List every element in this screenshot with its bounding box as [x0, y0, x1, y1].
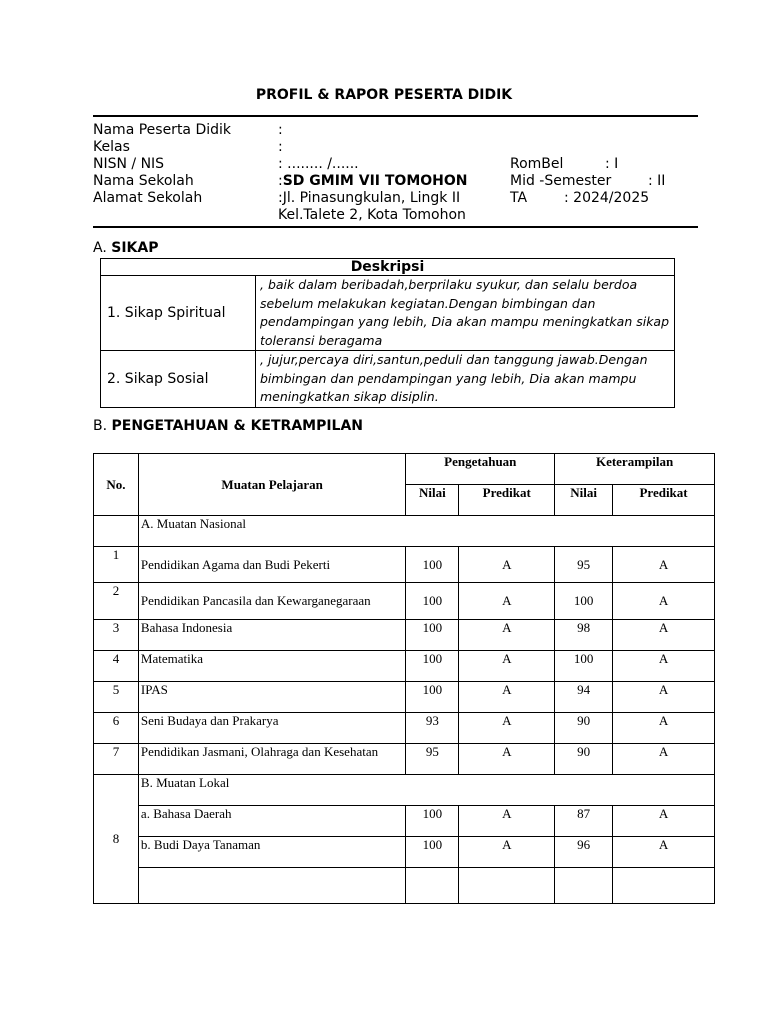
sikap-spiritual-desc: , baik dalam beribadah,berprilaku syukur, dan selalu berdoa sebelum melakukan kegiatan.Dengan bimbingan dan pendampingan yang lebih, Dia akan mampu meningkatkan sikap toleransi beragama	[256, 276, 675, 351]
p-predikat: A	[459, 583, 555, 620]
row-no: 4	[94, 651, 139, 682]
p-nilai: 100	[406, 651, 459, 682]
k-nilai: 96	[555, 837, 613, 868]
table-row	[94, 713, 715, 744]
table-row	[94, 775, 715, 806]
header-k-nilai: Nilai	[555, 485, 613, 516]
header-pengetahuan: Pengetahuan	[406, 454, 555, 485]
subject-name: b. Budi Daya Tanaman	[138, 837, 405, 868]
section-nilai-title: PENGETAHUAN & KETRAMPILAN	[111, 418, 364, 434]
row-no: 3	[94, 620, 139, 651]
header-p-predikat: Predikat	[459, 485, 555, 516]
p-nilai: 93	[406, 713, 459, 744]
p-predikat: A	[459, 744, 555, 775]
kelas-label: Kelas	[93, 139, 130, 155]
sekolah-name: SD GMIM VII TOMOHON	[282, 173, 468, 189]
sekolah-label: Nama Sekolah	[93, 173, 194, 189]
subject-name: IPAS	[138, 682, 405, 713]
subject-name: Pendidikan Pancasila dan Kewarganegaraan	[138, 583, 405, 620]
section-sikap-prefix: A.	[93, 240, 107, 256]
table-row	[94, 744, 715, 775]
k-predikat: A	[613, 651, 715, 682]
k-predikat: A	[613, 682, 715, 713]
k-nilai: 95	[555, 547, 613, 583]
sikap-sosial-label: 2. Sikap Sosial	[101, 351, 256, 408]
table-row	[94, 806, 715, 837]
semester-label: Mid -Semester	[510, 173, 612, 189]
p-predikat: A	[459, 651, 555, 682]
k-predikat: A	[613, 837, 715, 868]
top-divider	[93, 115, 698, 117]
group-muatan-nasional: A. Muatan Nasional	[138, 516, 714, 547]
k-predikat: A	[613, 547, 715, 583]
sekolah-prefix: :	[278, 173, 283, 189]
table-row	[94, 651, 715, 682]
table-row	[94, 583, 715, 620]
p-nilai: 95	[406, 744, 459, 775]
k-predikat: A	[613, 713, 715, 744]
row-no: 7	[94, 744, 139, 775]
k-nilai: 100	[555, 583, 613, 620]
group-muatan-lokal: B. Muatan Lokal	[138, 775, 714, 806]
section-nilai-heading	[93, 418, 363, 434]
p-nilai: 100	[406, 547, 459, 583]
k-nilai: 87	[555, 806, 613, 837]
k-nilai: 100	[555, 651, 613, 682]
sikap-spiritual-label: 1. Sikap Spiritual	[101, 276, 256, 351]
p-nilai: 100	[406, 837, 459, 868]
rombel-value: : I	[605, 156, 619, 172]
sekolah-value	[278, 173, 467, 190]
page-title: PROFIL & RAPOR PESERTA DIDIK	[255, 87, 513, 103]
header-p-nilai: Nilai	[406, 485, 459, 516]
p-predikat: A	[459, 713, 555, 744]
nisn-value: : ........ /......	[278, 156, 359, 172]
table-row	[101, 351, 675, 408]
p-predikat: A	[459, 806, 555, 837]
alamat-value-line2: Kel.Talete 2, Kota Tomohon	[278, 207, 466, 223]
row-no: 2	[94, 583, 139, 620]
table-row	[101, 276, 675, 351]
sikap-table	[100, 258, 675, 408]
table-row	[94, 620, 715, 651]
subject-name: Bahasa Indonesia	[138, 620, 405, 651]
k-predikat: A	[613, 583, 715, 620]
p-predikat: A	[459, 547, 555, 583]
table-row	[94, 682, 715, 713]
p-predikat: A	[459, 620, 555, 651]
k-predikat: A	[613, 620, 715, 651]
row-no: 1	[94, 547, 139, 583]
rombel-label: RomBel	[510, 156, 564, 172]
section-nilai-prefix: B.	[93, 418, 108, 434]
subject-name: Pendidikan Jasmani, Olahraga dan Kesehatan	[138, 744, 405, 775]
k-nilai: 90	[555, 744, 613, 775]
header-no: No.	[94, 454, 139, 516]
k-predikat: A	[613, 806, 715, 837]
alamat-label: Alamat Sekolah	[93, 190, 203, 206]
p-nilai: 100	[406, 620, 459, 651]
table-row	[94, 547, 715, 583]
header-k-predikat: Predikat	[613, 485, 715, 516]
semester-value: : II	[648, 173, 666, 189]
subject-name: a. Bahasa Daerah	[138, 806, 405, 837]
identity-divider	[93, 226, 698, 228]
table-row-empty	[94, 868, 715, 904]
header-muatan: Muatan Pelajaran	[138, 454, 405, 516]
row-no: 6	[94, 713, 139, 744]
k-nilai: 94	[555, 682, 613, 713]
ta-label: TA	[510, 190, 528, 206]
p-nilai: 100	[406, 583, 459, 620]
subject-name: Matematika	[138, 651, 405, 682]
p-nilai: 100	[406, 682, 459, 713]
nama-value: :	[278, 122, 283, 138]
section-sikap-heading	[93, 240, 158, 256]
nisn-label: NISN / NIS	[93, 156, 165, 172]
p-predikat: A	[459, 682, 555, 713]
nilai-table	[93, 453, 715, 904]
p-predikat: A	[459, 837, 555, 868]
sikap-header-deskripsi: Deskripsi	[101, 259, 675, 276]
alamat-value: :Jl. Pinasungkulan, Lingk II	[278, 190, 461, 206]
kelas-value: :	[278, 139, 283, 155]
k-nilai: 98	[555, 620, 613, 651]
row-no-lokal: 8	[94, 775, 139, 904]
nama-label: Nama Peserta Didik	[93, 122, 232, 138]
ta-value: : 2024/2025	[564, 190, 650, 206]
subject-name: Seni Budaya dan Prakarya	[138, 713, 405, 744]
sikap-sosial-desc: , jujur,percaya diri,santun,peduli dan tanggung jawab.Dengan bimbingan dan pendampingan yang lebih, Dia akan mampu meningkatkan sikap disiplin.	[256, 351, 675, 408]
row-no: 5	[94, 682, 139, 713]
k-nilai: 90	[555, 713, 613, 744]
student-identity	[93, 122, 698, 224]
header-keterampilan: Keterampilan	[555, 454, 715, 485]
p-nilai: 100	[406, 806, 459, 837]
table-row	[94, 516, 715, 547]
k-predikat: A	[613, 744, 715, 775]
section-sikap-title: SIKAP	[111, 240, 159, 256]
subject-name: Pendidikan Agama dan Budi Pekerti	[138, 547, 405, 583]
table-row	[94, 837, 715, 868]
